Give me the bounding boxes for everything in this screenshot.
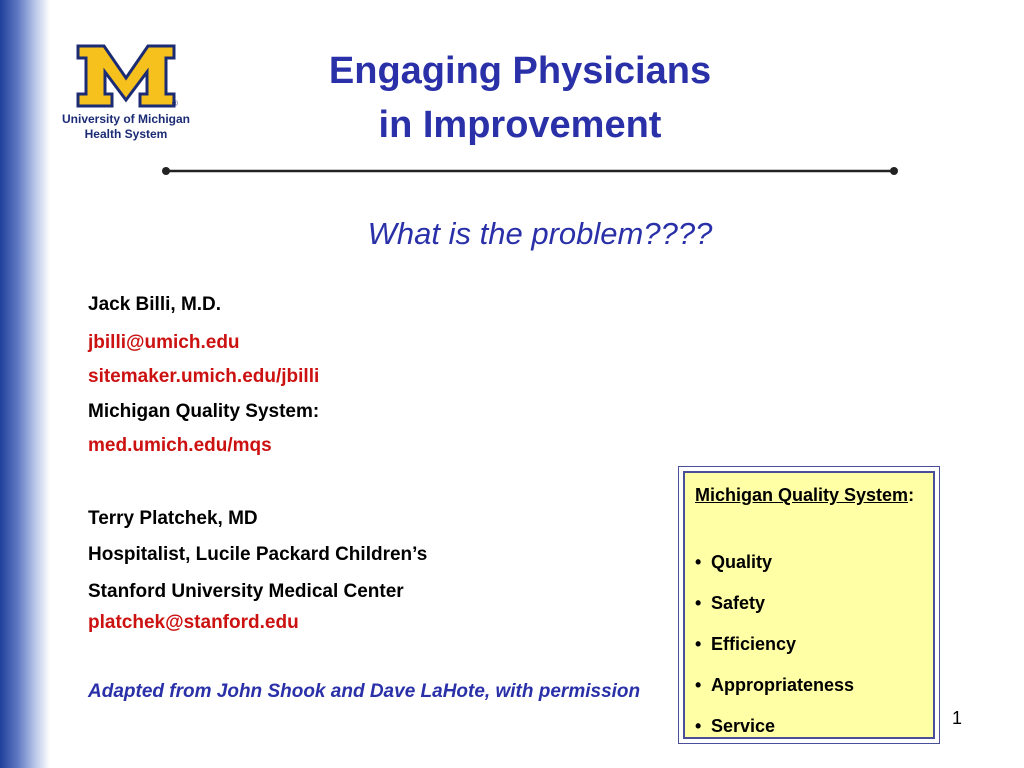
mqs-item: • Efficiency (695, 634, 797, 654)
logo-line-1: University of Michigan (61, 112, 191, 126)
page-number: 1 (952, 708, 963, 728)
contact-affiliation-2: Stanford University Medical Center (88, 581, 404, 602)
logo-line-2: Health System (84, 127, 168, 141)
title-divider (160, 163, 900, 179)
mqs-item-label: Safety (711, 593, 766, 613)
registered-mark: ® (172, 99, 178, 108)
mqs-item-label: Service (711, 716, 776, 736)
org-site[interactable]: med.umich.edu/mqs (88, 435, 272, 456)
mqs-callout-inner (683, 471, 935, 739)
university-logo (52, 42, 200, 152)
contact-site-1[interactable]: sitemaker.umich.edu/jbilli (88, 366, 320, 387)
side-gradient-bar (0, 0, 50, 768)
mqs-item: • Quality (695, 552, 773, 572)
mqs-item: • Service (695, 716, 776, 736)
contact-email-1[interactable]: jbilli@umich.edu (88, 332, 240, 353)
credit-note: Adapted from John Shook and Dave LaHote, with permission (88, 681, 641, 702)
mqs-item-label: Quality (711, 552, 773, 572)
slide-title (220, 44, 820, 152)
mqs-callout-box (678, 466, 940, 744)
contact-name-1: Jack Billi, M.D. (88, 294, 222, 315)
mqs-heading (695, 483, 925, 508)
mqs-item-label: Appropriateness (711, 675, 855, 695)
mqs-item-label: Efficiency (711, 634, 797, 654)
mqs-heading-text: Michigan Quality System (695, 485, 909, 505)
title-line-2: in Improvement (378, 104, 662, 146)
org-label: Michigan Quality System: (88, 401, 320, 422)
contact-name-2: Terry Platchek, MD (88, 508, 258, 529)
slide-subtitle: What is the problem???? (367, 216, 713, 251)
mqs-heading-colon: : (908, 485, 915, 505)
contact-role-2: Hospitalist, Lucile Packard Children’s (88, 544, 428, 565)
title-line-1: Engaging Physicians (328, 50, 712, 92)
mqs-item: • Safety (695, 593, 766, 613)
logo-caption (52, 112, 200, 142)
contact-email-2[interactable]: platchek@stanford.edu (88, 612, 299, 633)
mqs-item: • Appropriateness (695, 675, 855, 695)
